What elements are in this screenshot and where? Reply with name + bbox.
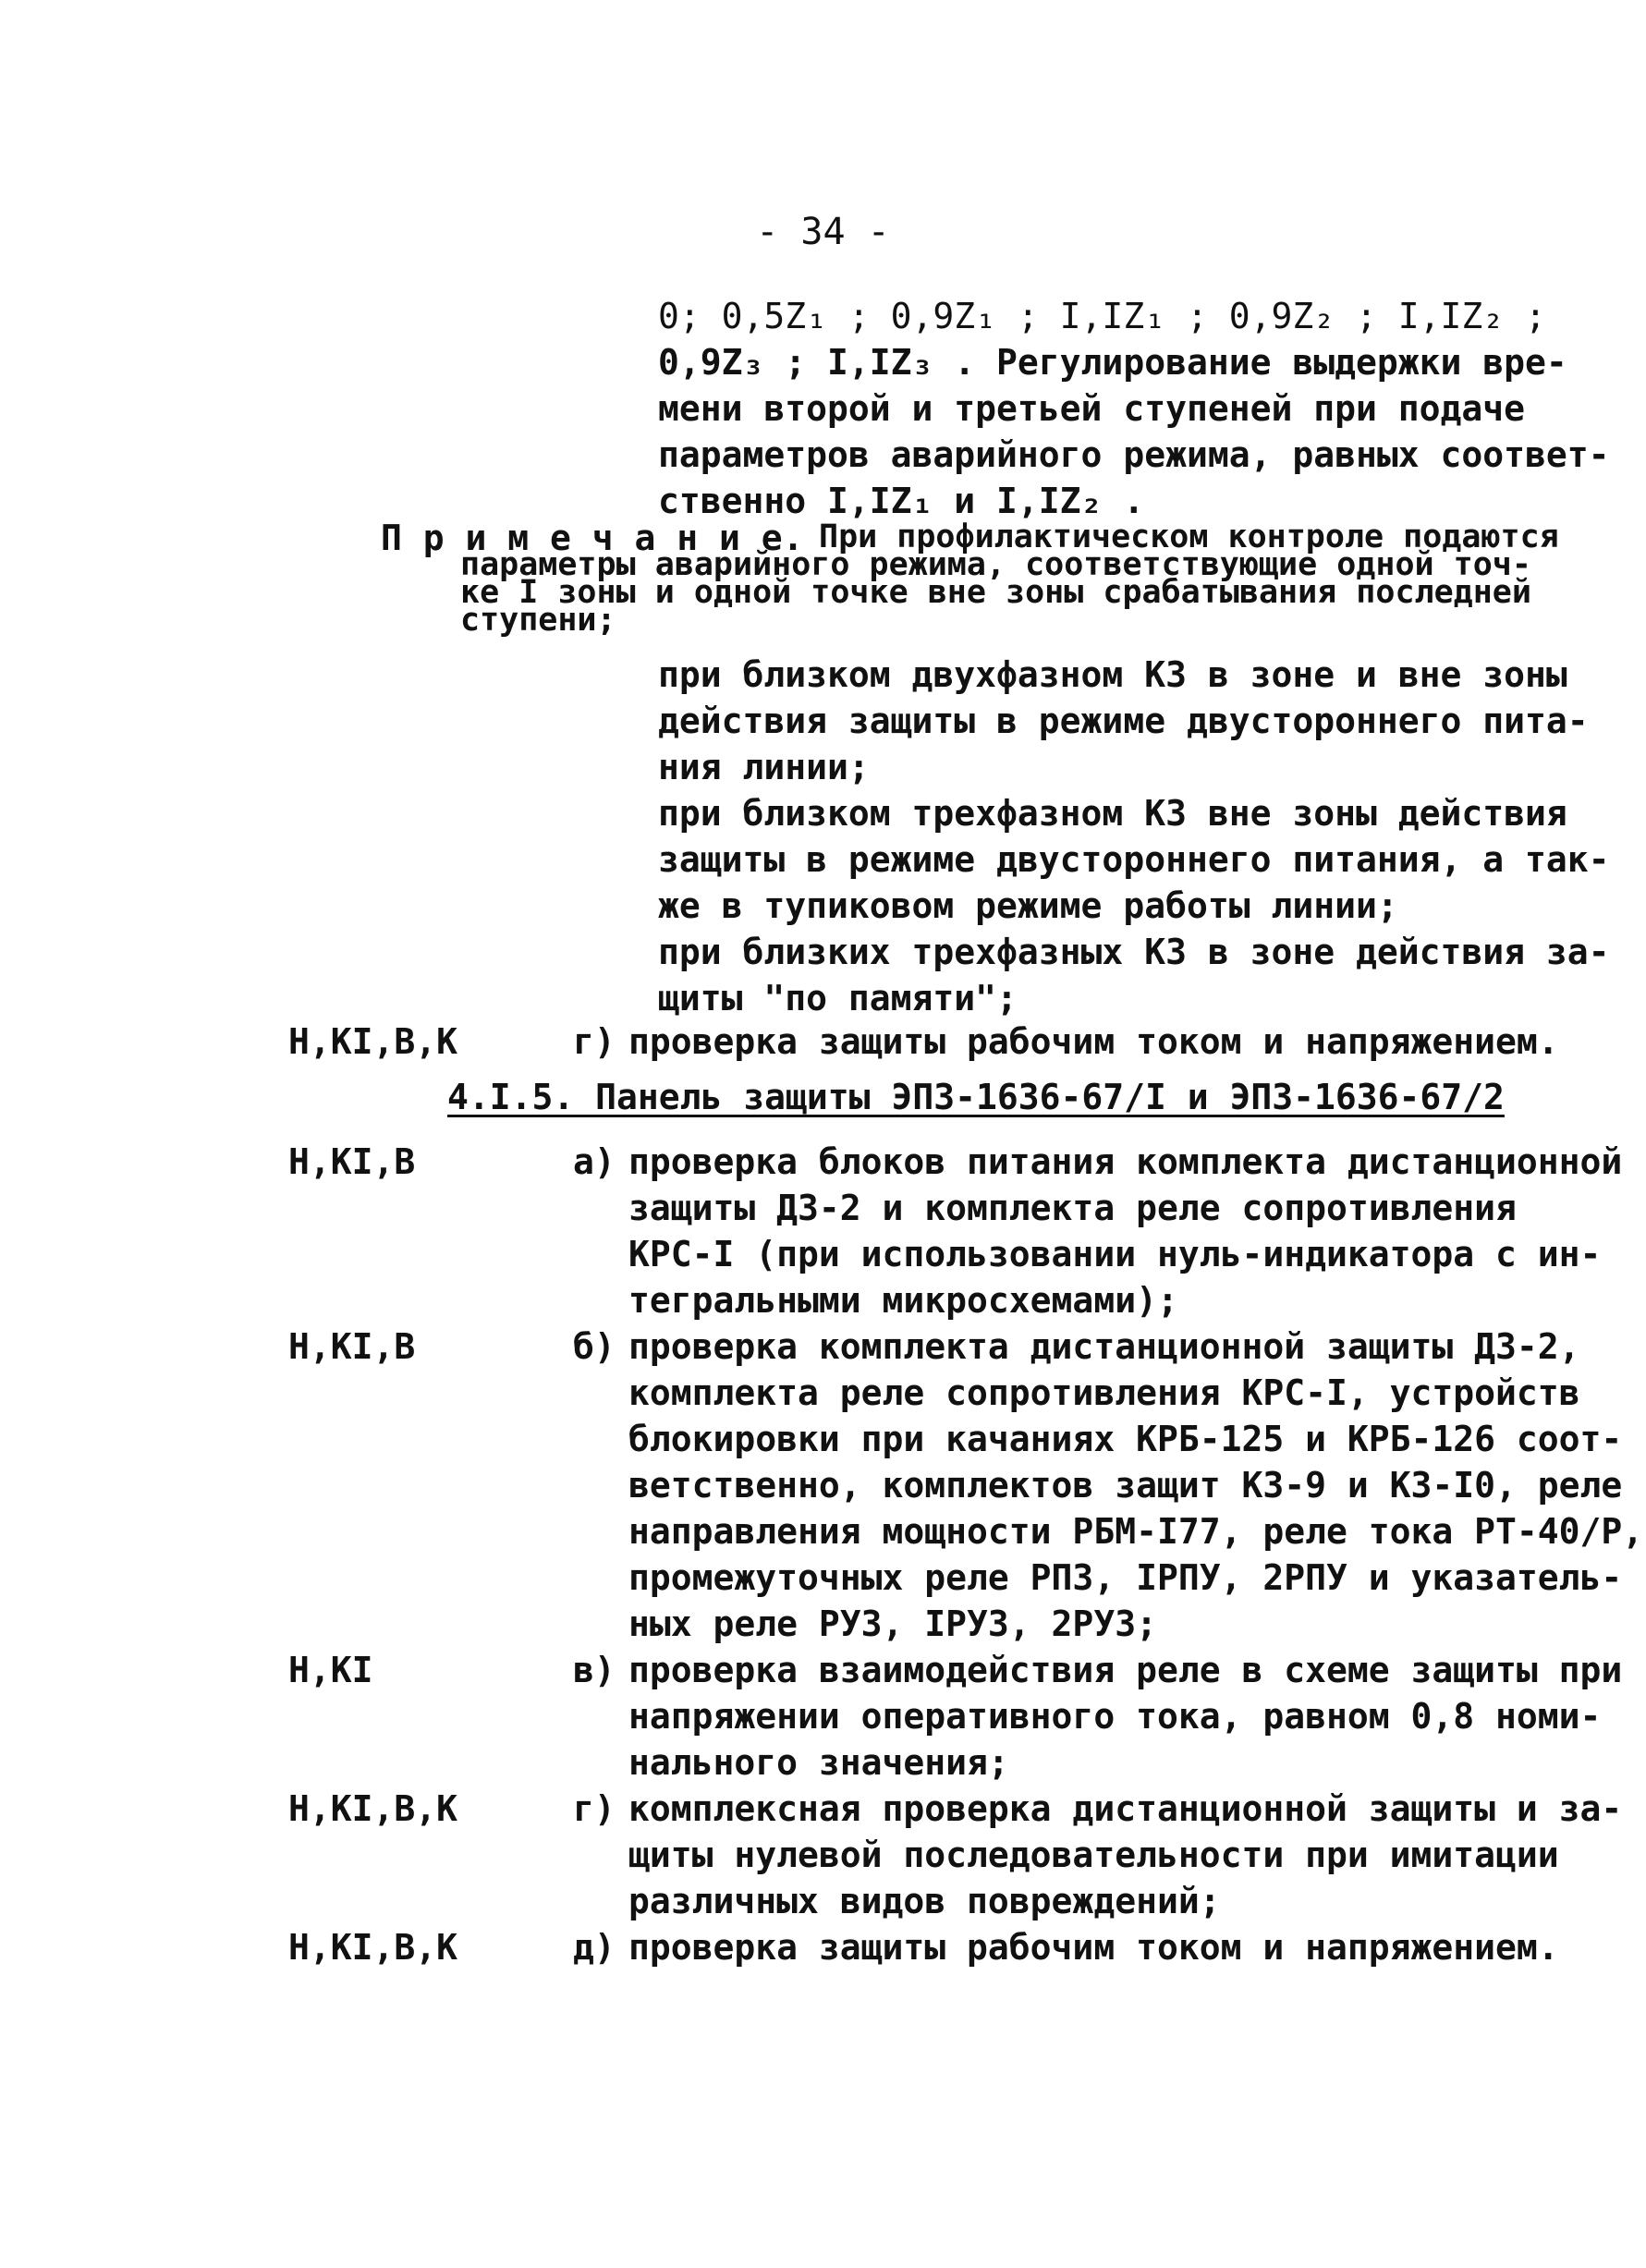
continuation-line: при близком трехфазном КЗ вне зоны действия (658, 793, 1567, 834)
continuation-line: действия защиты в режиме двустороннего пита- (658, 701, 1589, 741)
item-code: Н,КI,В (288, 1141, 416, 1182)
item-code: Н,КI (288, 1650, 373, 1690)
note-line: параметры аварийного режима, соответствующие одной точ- (460, 546, 1531, 583)
item-line: направления мощности РБМ-I77, реле тока РТ-40/Р, (628, 1511, 1644, 1552)
note-heading: П р и м е ч а н и е. (381, 518, 804, 558)
item-line: напряжении оперативного тока, равном 0,8 номи- (628, 1696, 1602, 1737)
item-line: защиты ДЗ-2 и комплекта реле сопротивления (628, 1188, 1517, 1228)
note-line: ступени; (460, 602, 616, 639)
item-line: КРС-I (при использовании нуль-индикатора с ин- (628, 1234, 1602, 1274)
item-line: проверка комплекта дистанционной защиты ДЗ-2, (628, 1326, 1580, 1367)
continuation-line: при близких трехфазных КЗ в зоне действия за- (658, 932, 1610, 972)
item-line: тегральными микросхемами); (628, 1280, 1178, 1321)
item-code: Н,КI,В (288, 1326, 416, 1367)
item-code: Н,КI,В,К (288, 1021, 458, 1062)
item-code: Н,КI,В,К (288, 1788, 458, 1829)
section-title: 4.I.5. Панель защиты ЭПЗ-1636-67/I и ЭПЗ-1636-67/2 (447, 1077, 1505, 1117)
item-marker: г) (573, 1788, 616, 1829)
item-line: ных реле РУЗ, IРУЗ, 2РУЗ; (628, 1603, 1157, 1644)
continuation-line: при близком двухфазном КЗ в зоне и вне зоны (658, 654, 1567, 695)
intro-line: 0; 0,5Z₁ ; 0,9Z₁ ; I,IZ₁ ; 0,9Z₂ ; I,IZ₂ ; (658, 296, 1546, 336)
item-line: комплекта реле сопротивления КРС-I, устройств (628, 1372, 1580, 1413)
continuation-line: ния линии; (658, 747, 870, 787)
intro-line: ственно I,IZ₁ и I,IZ₂ . (658, 481, 1145, 521)
item-marker: б) (573, 1326, 616, 1367)
intro-line: мени второй и третьей ступеней при подаче (658, 388, 1525, 429)
item-line: ветственно, комплектов защит КЗ-9 и КЗ-I0, реле (628, 1465, 1623, 1506)
item-line: щиты нулевой последовательности при имитации (628, 1835, 1559, 1875)
item-marker: г) (573, 1021, 616, 1062)
item-line: комплексная проверка дистанционной защиты и за- (628, 1788, 1623, 1829)
item-line: проверка защиты рабочим током и напряжением. (628, 1021, 1559, 1062)
continuation-line: щиты "по памяти"; (658, 978, 1018, 1018)
item-line: проверка блоков питания комплекта дистанционной (628, 1141, 1623, 1182)
item-line: различных видов повреждений; (628, 1881, 1221, 1921)
item-marker: а) (573, 1141, 616, 1182)
intro-line: параметров аварийного режима, равных соответ- (658, 434, 1610, 475)
item-line: проверка защиты рабочим током и напряжением. (628, 1927, 1559, 1968)
item-line: блокировки при качаниях КРБ-125 и КРБ-126 соот- (628, 1419, 1623, 1459)
item-line: проверка взаимодействия реле в схеме защиты при (628, 1650, 1623, 1690)
intro-line: 0,9Z₃ ; I,IZ₃ . Регулирование выдержки вре- (658, 342, 1567, 383)
item-marker: д) (573, 1927, 616, 1968)
continuation-line: же в тупиковом режиме работы линии; (658, 885, 1398, 926)
item-line: промежуточных реле РПЗ, IРПУ, 2РПУ и указатель- (628, 1557, 1623, 1598)
note-line: ке I зоны и одной точке вне зоны срабатывания последней (460, 574, 1531, 611)
note-line: При профилактическом контроле подаются (819, 518, 1559, 555)
page-number: - 34 - (756, 211, 890, 253)
item-marker: в) (573, 1650, 616, 1690)
continuation-line: защиты в режиме двустороннего питания, а так- (658, 839, 1610, 880)
item-code: Н,КI,В,К (288, 1927, 458, 1968)
item-line: нального значения; (628, 1742, 1009, 1783)
